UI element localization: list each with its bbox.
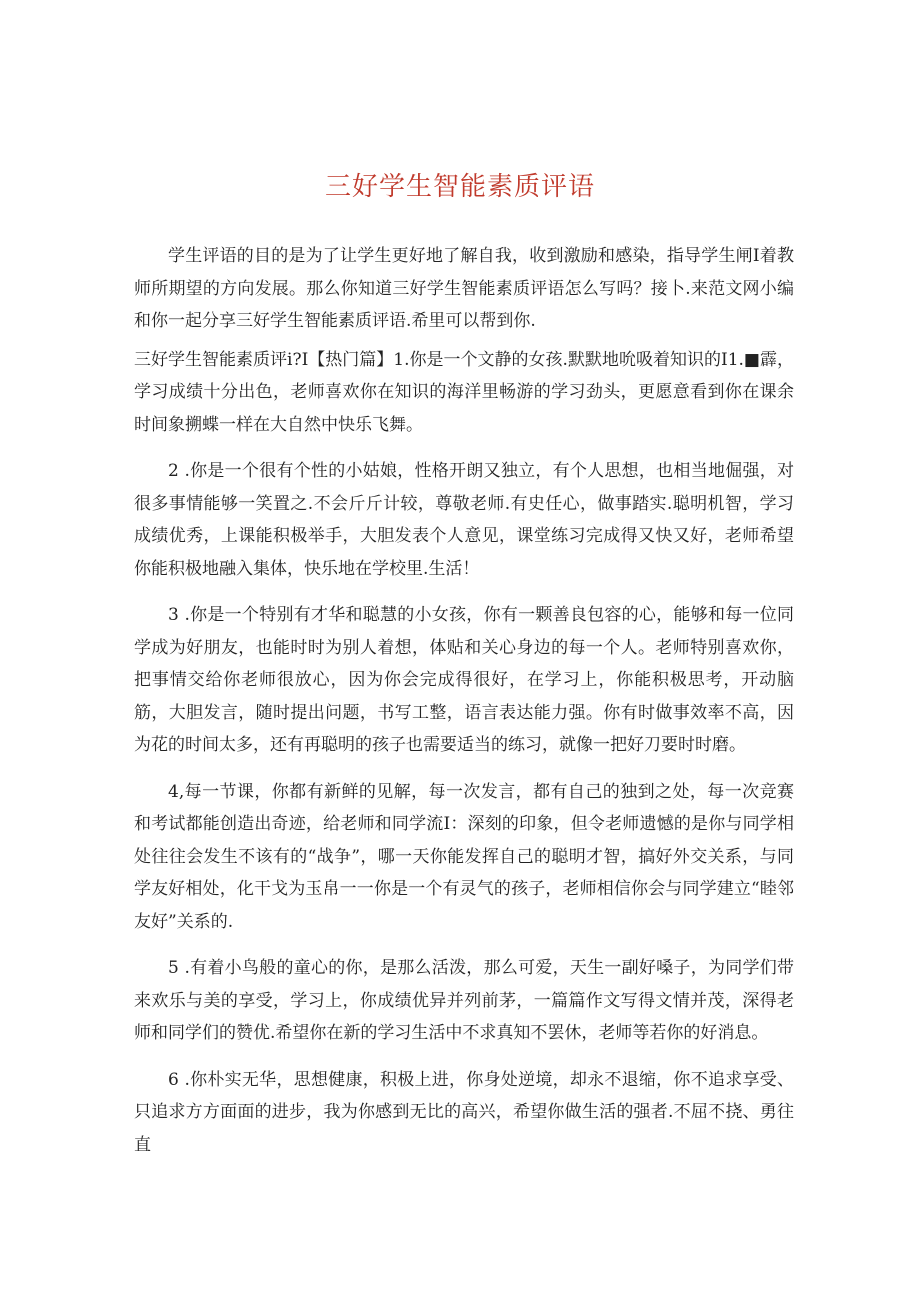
comment-paragraph-4: 4,每一节课，你都有新鲜的见解，每一次发言，都有自己的独到之处，每一次竞赛和考试都能创造出奇迹，给老师和同学流I：深刻的印象，但令老师遗憾的是你与同学相处往往会发生不该有的“战争”，哪一天你能发挥自己的聪明才智，搞好外交关系，与同学友好相处，化干戈为玉帛一一你是一个有灵气的孩子，老师相信你会与同学建立“睦邻友好”关系的. — [134, 781, 794, 932]
document-title: 三好学生智能素质评语 — [324, 172, 595, 202]
comment-paragraph-6: 6 .你朴实无华，思想健康，积极上进，你身处逆境，却永不退缩，你不追求享受、只追求方方面面的进步，我为你感到无比的高兴，希望你做生活的强者.不屈不挠、勇往直 — [134, 1069, 794, 1155]
comment-paragraph-5: 5 .有着小鸟般的童心的你，是那么活泼，那么可爱，天生一副好嗓子，为同学们带来欢乐与美的享受，学习上，你成绩优异并列前茅，一篇篇作文写得文情并茂，深得老师和同学们的赞优.希望你在新的学习生活中不求真知不罢休，老师等若你的好消息。 — [134, 958, 794, 1043]
document-body — [134, 240, 794, 1175]
comment-paragraph-1: 三好学生智能素质评i?I【热门篇】1.你是一个文静的女孩.默默地吮吸着知识的I1.■霹，学习成绩十分出色，老师喜欢你在知识的海洋里畅游的学习劲头，更愿意看到你在课余时间象搠蝶一样在大自然中快乐飞舞。 — [134, 349, 794, 435]
intro-paragraph: 学生评语的目的是为了让学生更好地了解自我，收到激励和感染，指导学生闸I着教师所期望的方向发展。那么你知道三好学生智能素质评语怎么写吗？接卜.来范文网小编和你一起分享三好学生智能素质评语.希里可以帮到你. — [134, 246, 794, 331]
comment-paragraph-2: 2 .你是一个很有个性的小姑娘，性格开朗又独立，有个人思想，也相当地倔强，对很多事情能够一笑置之.不会斤斤计较，尊敬老师.有史任心，做事踏实.聪明机智，学习成绩优秀，上课能积极举手，大胆发表个人意见，课堂练习完成得又快又好，老师希望你能积极地融入集体，快乐地在学校里.生活！ — [134, 461, 794, 579]
comment-paragraph-3: 3 .你是一个特别有才华和聪慧的小女孩，你有一颗善良包容的心，能够和每一位同学成为好朋友，也能时时为别人着想，体贴和关心身边的每一个人。老师特别喜欢你，把事情交给你老师很放心，因为你会完成得很好，在学习上，你能积极思考，开动脑筋，大胆发言，随时提出问题，书写工整，语言表达能力强。你有时做事效率不高，因为花的时间太多，还有再聪明的孩子也需要适当的练习，就像一把好刀要时时磨。 — [134, 605, 794, 755]
